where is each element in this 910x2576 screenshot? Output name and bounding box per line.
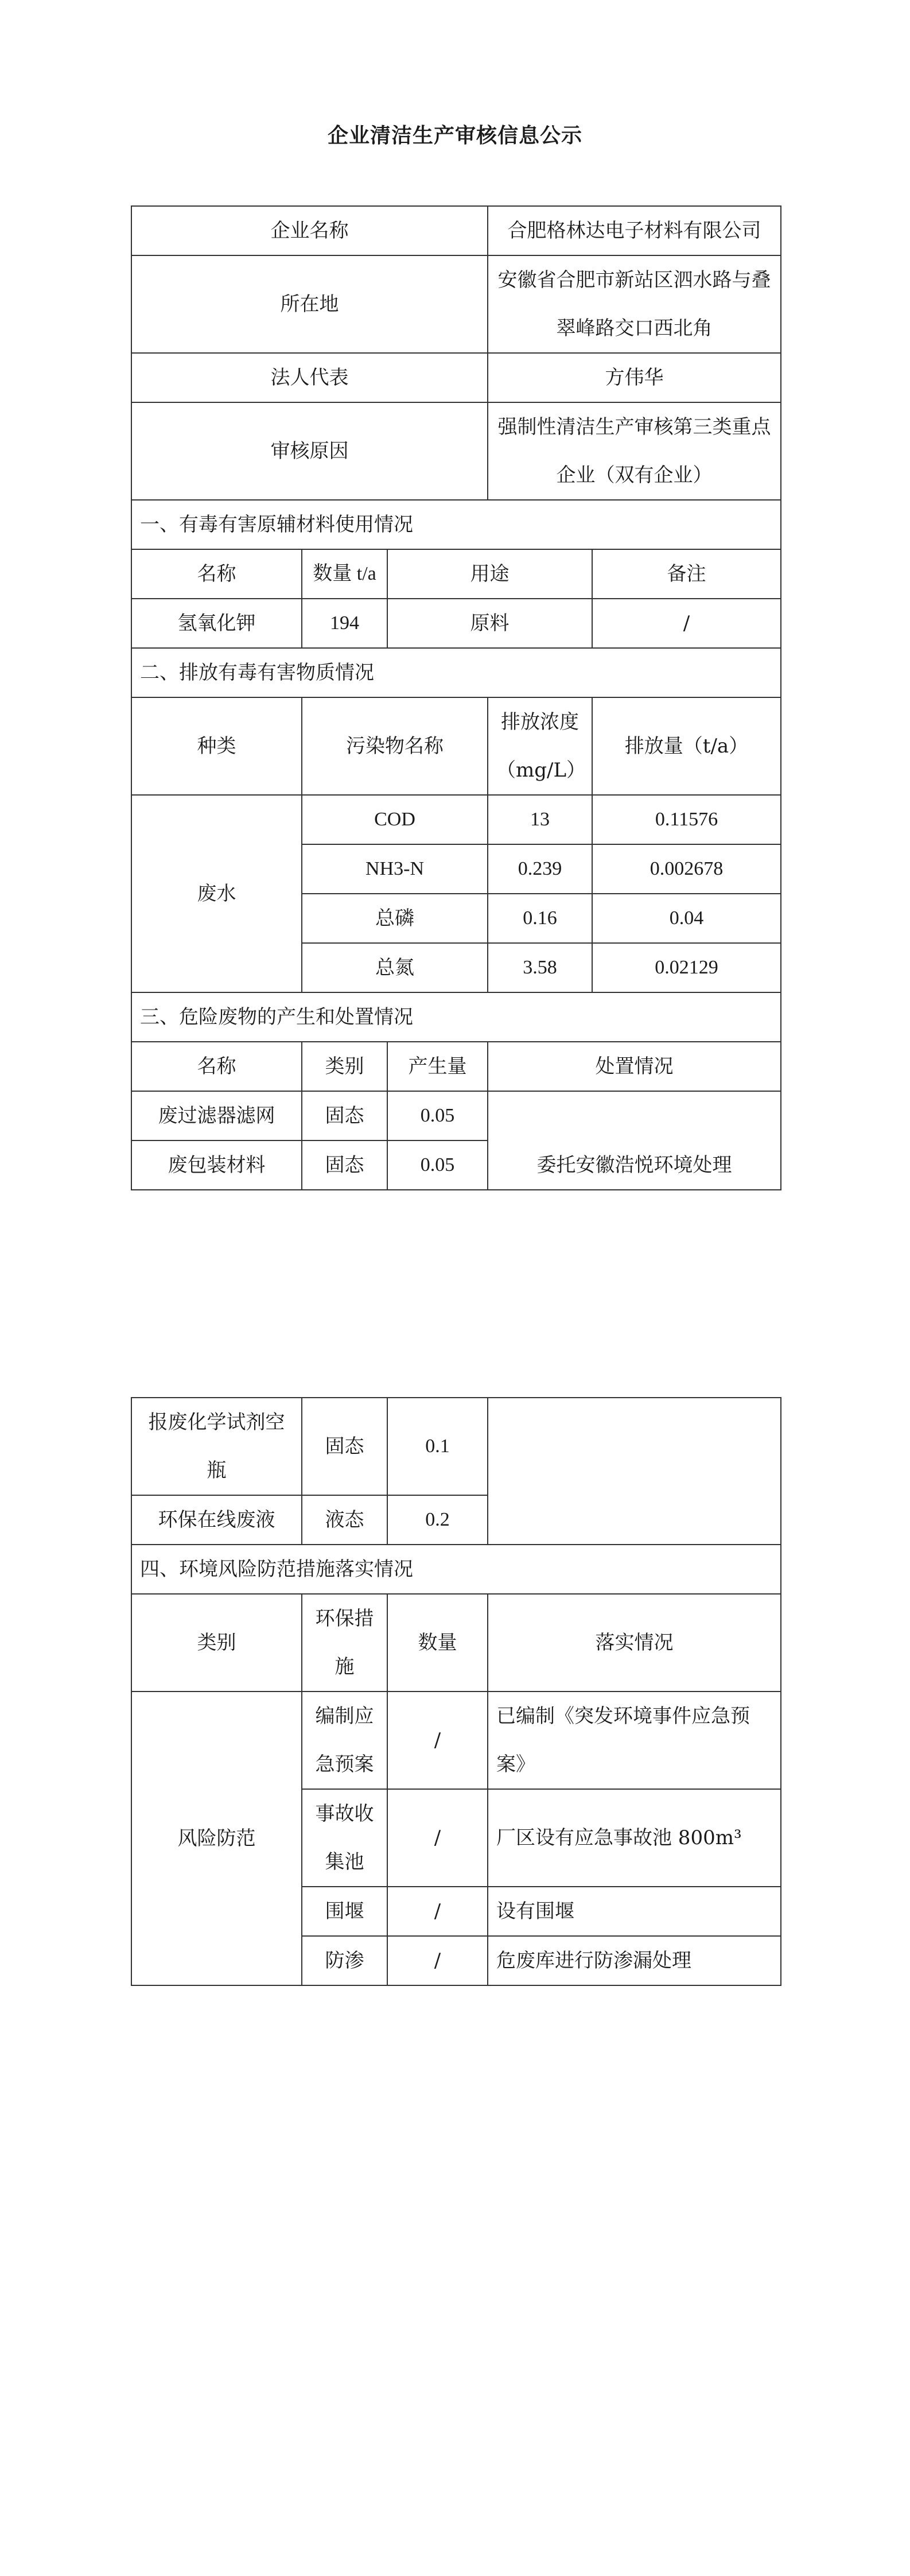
s4-row-qty: / (387, 1692, 488, 1789)
s3-row-name: 废过滤器滤网 (131, 1091, 302, 1140)
s3-row-type: 固态 (302, 1140, 387, 1190)
s3-header-qty: 产生量 (387, 1042, 488, 1091)
disclosure-table-page1 (131, 205, 781, 1190)
s3-disposal-cont (488, 1398, 781, 1545)
address-label: 所在地 (131, 255, 488, 353)
s4-row-status: 已编制《突发环境事件应急预案》 (488, 1692, 781, 1789)
s3-header-type: 类别 (302, 1042, 387, 1091)
s1-row-use: 原料 (387, 599, 592, 648)
s3-row-qty: 0.1 (387, 1398, 488, 1495)
s3-row-type: 固态 (302, 1091, 387, 1140)
s2-row-amount: 0.11576 (592, 795, 781, 844)
s1-row-qty: 194 (302, 599, 387, 648)
s2-header-type: 种类 (131, 697, 302, 795)
legal-value: 方伟华 (488, 353, 781, 402)
address-value: 安徽省合肥市新站区泗水路与叠翠峰路交口西北角 (488, 255, 781, 353)
s3-row-name: 废包装材料 (131, 1140, 302, 1190)
s3-header-disposal: 处置情况 (488, 1042, 781, 1091)
legal-label: 法人代表 (131, 353, 488, 402)
s2-header-amount: 排放量（t/a） (592, 697, 781, 795)
s4-row-status: 设有围堰 (488, 1887, 781, 1936)
reason-label: 审核原因 (131, 402, 488, 500)
section4-heading: 四、环境风险防范措施落实情况 (131, 1545, 781, 1594)
s2-row-name: 总磷 (302, 894, 488, 943)
s4-row-measure: 事故收集池 (302, 1789, 387, 1887)
s3-row-name: 报废化学试剂空瓶 (131, 1398, 302, 1495)
s4-row-qty: / (387, 1936, 488, 1985)
s3-row-qty: 0.2 (387, 1495, 488, 1545)
s2-row-conc: 3.58 (488, 943, 592, 992)
s1-header-use: 用途 (387, 549, 592, 599)
s3-row-name: 环保在线废液 (131, 1495, 302, 1545)
s4-category: 风险防范 (131, 1692, 302, 1985)
s3-row-type: 固态 (302, 1398, 387, 1495)
s4-row-status: 危废库进行防渗漏处理 (488, 1936, 781, 1985)
s2-header-pollutant: 污染物名称 (302, 697, 488, 795)
company-value: 合肥格林达电子材料有限公司 (488, 206, 781, 255)
s3-row-qty: 0.05 (387, 1140, 488, 1190)
s4-header-qty: 数量 (387, 1594, 488, 1692)
s2-row-name: COD (302, 795, 488, 844)
section1-heading: 一、有毒有害原辅材料使用情况 (131, 500, 781, 549)
s4-row-measure: 防渗 (302, 1936, 387, 1985)
s4-header-measure: 环保措施 (302, 1594, 387, 1692)
s2-row-conc: 13 (488, 795, 592, 844)
s3-row-type: 液态 (302, 1495, 387, 1545)
company-label: 企业名称 (131, 206, 488, 255)
s4-row-measure: 围堰 (302, 1887, 387, 1936)
s2-row-amount: 0.02129 (592, 943, 781, 992)
s2-header-conc: 排放浓度（mg/L） (488, 697, 592, 795)
s1-header-note: 备注 (592, 549, 781, 599)
s1-header-name: 名称 (131, 549, 302, 599)
s2-row-amount: 0.002678 (592, 844, 781, 894)
s1-row-note: / (592, 599, 781, 648)
s2-row-amount: 0.04 (592, 894, 781, 943)
s3-header-name: 名称 (131, 1042, 302, 1091)
s3-row-qty: 0.05 (387, 1091, 488, 1140)
s1-row-name: 氢氧化钾 (131, 599, 302, 648)
s2-category: 废水 (131, 795, 302, 992)
s4-row-qty: / (387, 1789, 488, 1887)
s4-row-measure: 编制应急预案 (302, 1692, 387, 1789)
s2-row-name: 总氮 (302, 943, 488, 992)
disclosure-table-page2 (131, 1397, 781, 1986)
s2-row-conc: 0.16 (488, 894, 592, 943)
s3-disposal (488, 1091, 781, 1190)
s4-header-status: 落实情况 (488, 1594, 781, 1692)
s4-row-qty: / (387, 1887, 488, 1936)
section2-heading: 二、排放有毒有害物质情况 (131, 648, 781, 697)
section3-heading: 三、危险废物的产生和处置情况 (131, 992, 781, 1042)
s2-row-name: NH3-N (302, 844, 488, 894)
s1-header-qty: 数量 t/a (302, 549, 387, 599)
s3-disposal-text: 委托安徽浩悦环境处理 (536, 1154, 732, 1177)
s4-header-category: 类别 (131, 1594, 302, 1692)
s2-row-conc: 0.239 (488, 844, 592, 894)
reason-value: 强制性清洁生产审核第三类重点企业（双有企业） (488, 402, 781, 500)
s4-row-status: 厂区设有应急事故池 800m³ (488, 1789, 781, 1887)
page-title: 企业清洁生产审核信息公示 (327, 123, 582, 148)
